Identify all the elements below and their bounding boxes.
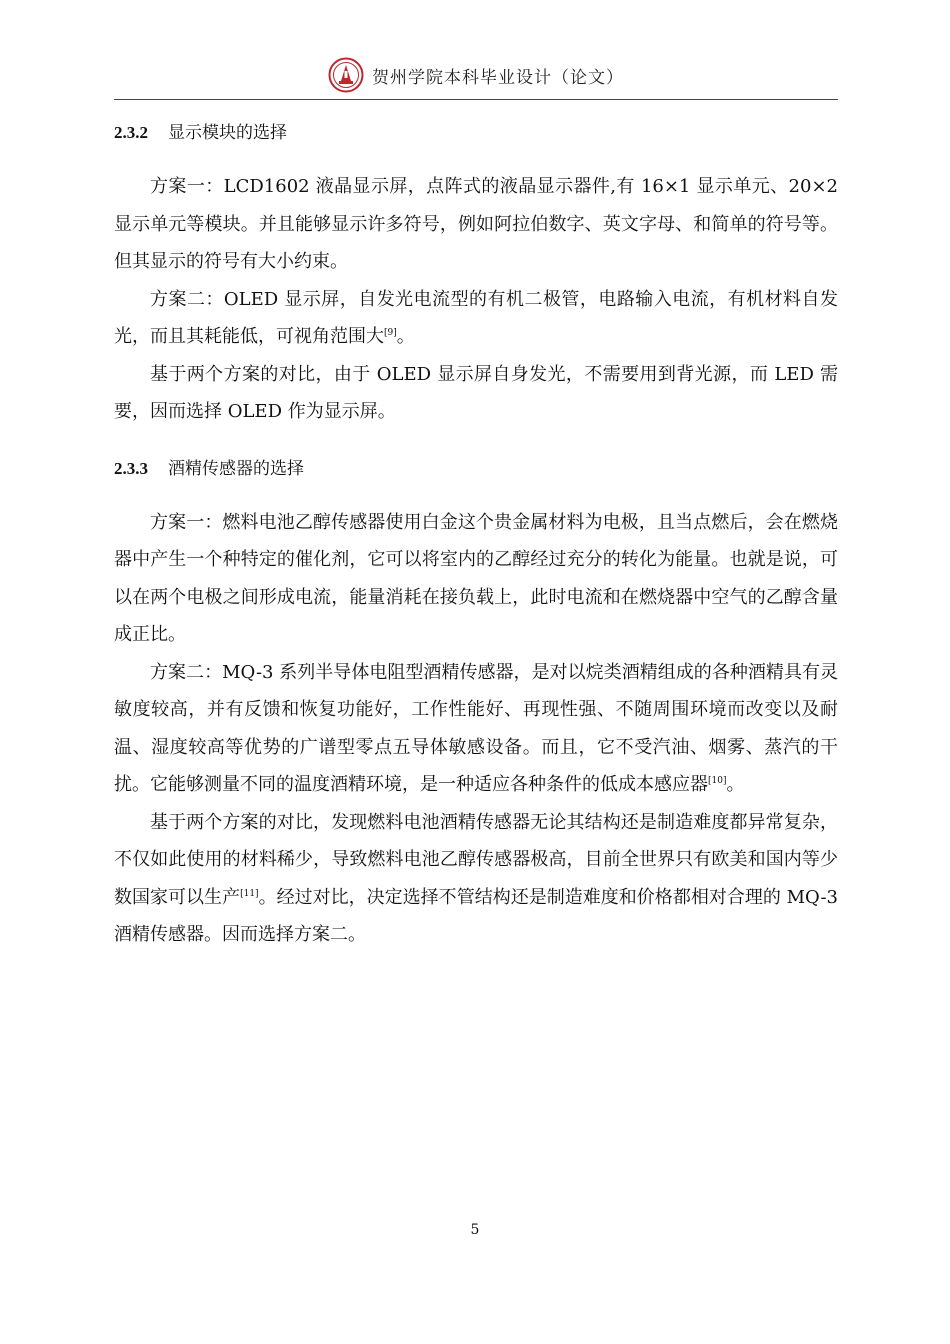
paragraph: 基于两个方案的对比，发现燃料电池酒精传感器无论其结构还是制造难度都异常复杂，不仅如此使用的材料稀少，导致燃料电池乙醇传感器极高，目前全世界只有欧美和国内等少数国家可以生产[11]。经过对比，决定选择不管结构还是制造难度和价格都相对合理的 MQ-3 酒精传感器。因而选择方案二。 [114,811,838,945]
paragraph: 方案二：MQ-3 系列半导体电阻型酒精传感器，是对以烷类酒精组成的各种酒精具有灵敏度较高，并有反馈和恢复功能好，工作性能好、再现性强、不随周围环境而改变以及耐温、湿度较高等优势的广谱型零点五导体敏感设备。而且，它不受汽油、烟雾、蒸汽的干扰。它能够测量不同的温度酒精环境，是一种适应各种条件的低成本感应器[10]。 [114,661,838,795]
paragraph: 方案二：OLED 显示屏，自发光电流型的有机二极管，电路输入电流，有机材料自发光，而且其耗能低，可视角范围大[9]。 [114,288,838,347]
section-heading-2-3-3 [114,454,838,484]
citation-ref: [9] [384,328,397,338]
citation-ref: [11] [240,888,259,899]
header-divider [114,99,838,100]
section-title: 酒精传感器的选择 [168,458,304,479]
header-inner [328,57,624,93]
page-header [114,52,838,98]
section-number: 2.3.3 [114,458,148,478]
page-number: 5 [470,1222,480,1238]
header-title: 贺州学院本科毕业设计（论文） [372,67,624,88]
section-title: 显示模块的选择 [168,123,287,143]
section-heading-2-3-2 [114,118,838,148]
paragraph: 方案一：燃料电池乙醇传感器使用白金这个贵金属材料为电极，且当点燃后，会在燃烧器中产生一个种特定的催化剂，它可以将室内的乙醇经过充分的转化为能量。也就是说，可以在两个电极之间形成电流，能量消耗在接负载上，此时电流和在燃烧器中空气的乙醇含量成正比。 [114,511,838,645]
paragraph: 方案一：LCD1602 液晶显示屏，点阵式的液晶显示器件,有 16×1 显示单元、20×2 显示单元等模块。并且能够显示许多符号，例如阿拉伯数字、英文字母、和简单的符号等。但其显示的符号有大小约束。 [114,176,838,272]
citation-ref: [10] [708,776,727,786]
paragraph: 基于两个方案的对比，由于 OLED 显示屏自身发光，不需要用到背光源，而 LED 需要，因而选择 OLED 作为显示屏。 [114,363,838,422]
page-body [114,118,838,954]
section-number: 2.3.2 [114,123,148,142]
university-seal-icon [328,57,364,93]
